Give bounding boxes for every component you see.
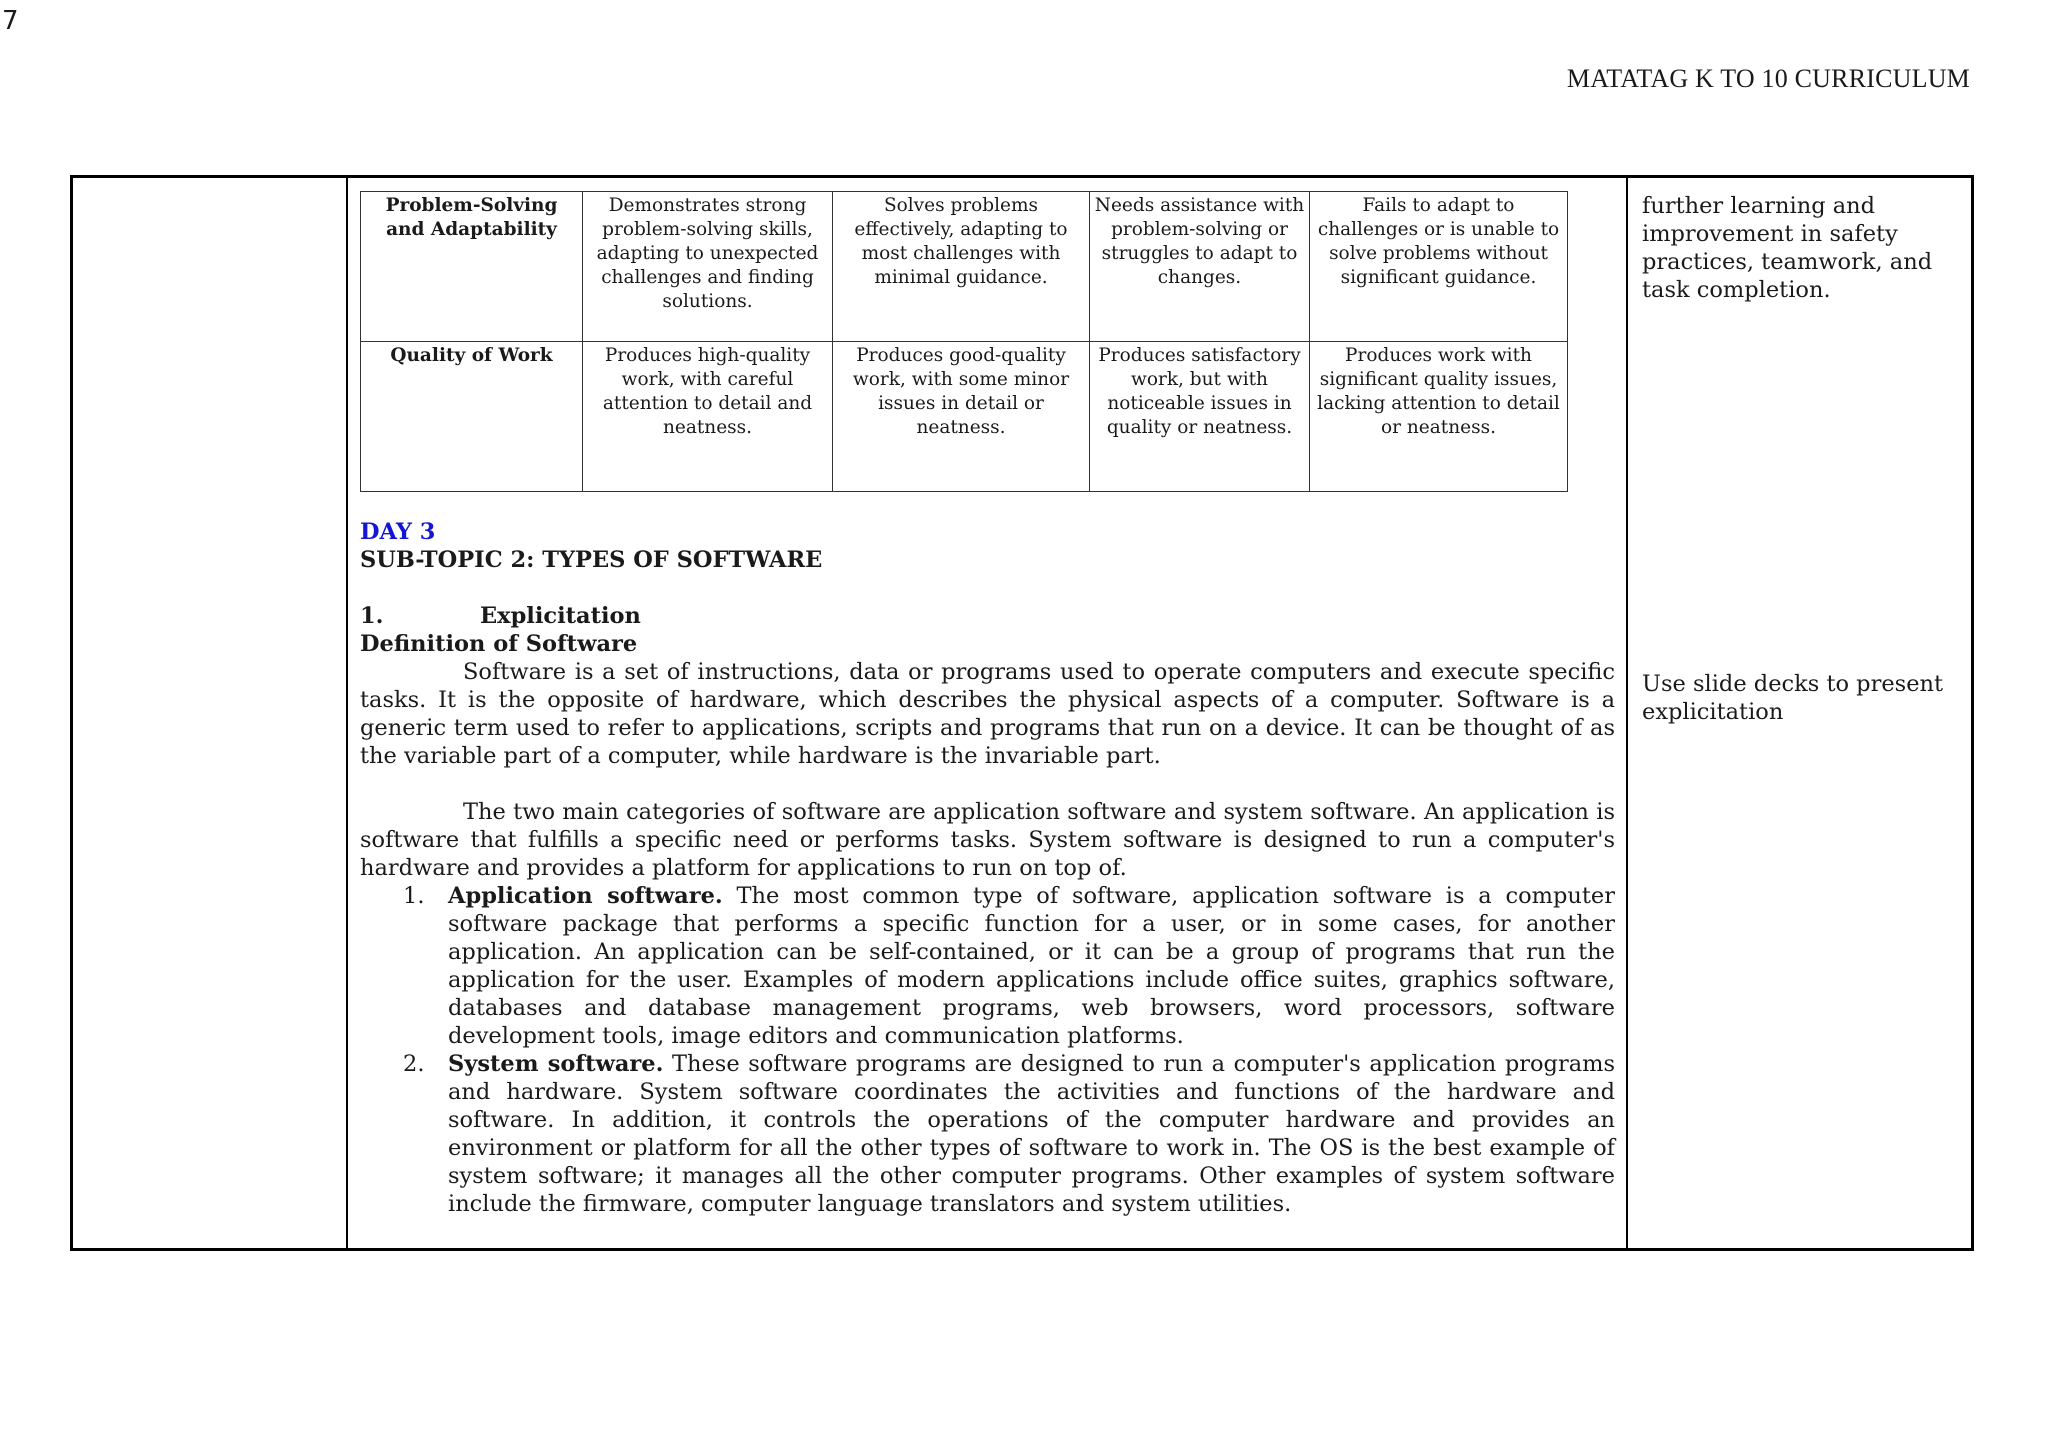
day-label: DAY 3 xyxy=(360,519,436,545)
remarks-column xyxy=(1626,178,1971,1248)
remarks-note: further learning and improvement in safety practices, teamwork, and task completion. xyxy=(1642,193,1933,303)
rubric-cell: Produces high-quality work, with careful attention to detail and neatness. xyxy=(583,342,833,492)
explicitation-heading xyxy=(360,602,1615,630)
rubric-cell: Needs assistance with problem-solving or struggles to adapt to changes. xyxy=(1090,192,1310,342)
list-number: 1. xyxy=(403,883,425,909)
subtopic-heading: SUB-TOPIC 2: TYPES OF SOFTWARE xyxy=(360,547,823,573)
definition-heading: Definition of Software xyxy=(360,631,638,657)
page-number: 7 xyxy=(2,6,19,36)
left-column xyxy=(73,178,348,1248)
lesson-plan-table xyxy=(70,175,1974,1251)
explicitation-title: Explicitation xyxy=(480,603,641,629)
rubric-cell: Produces satisfactory work, but with noticeable issues in quality or neatness. xyxy=(1090,342,1310,492)
lesson-body xyxy=(360,518,1615,1218)
explicitation-number: 1. xyxy=(360,603,384,629)
rubric-cell: Produces good-quality work, with some minor issues in detail or neatness. xyxy=(833,342,1090,492)
remarks-note: Use slide decks to present explicitation xyxy=(1642,671,1944,725)
list-item xyxy=(360,1050,1615,1218)
list-term: Application software. xyxy=(448,883,723,909)
rubric-cell: Demonstrates strong problem-solving skills, adapting to unexpected challenges and finding solutions. xyxy=(583,192,833,342)
list-item xyxy=(360,882,1615,1050)
content-column xyxy=(360,178,1615,1248)
rubric-table xyxy=(360,191,1568,492)
rubric-cell: Produces work with significant quality issues, lacking attention to detail or neatness. xyxy=(1310,342,1568,492)
rubric-cell: Fails to adapt to challenges or is unable to solve problems without significant guidance. xyxy=(1310,192,1568,342)
list-number: 2. xyxy=(403,1051,425,1077)
list-term: System software. xyxy=(448,1051,664,1077)
list-text: The most common type of software, application software is a computer software package that performs a specific function for a user, or in some cases, for another application. An application can be self-contained, or it can be a group of programs that run the application for the user. Examples of modern applications include office suites, graphics software, databases and database management programs, web browsers, word processors, software development tools, image editors and communication platforms. xyxy=(448,883,1615,1049)
categories-paragraph: The two main categories of software are application software and system software. An application is software that fulfills a specific need or performs tasks. System software is designed to run a computer's hardware and provides a platform for applications to run on top of. xyxy=(360,799,1615,881)
rubric-row xyxy=(361,342,1568,492)
rubric-criterion: Quality of Work xyxy=(361,342,583,492)
rubric-cell: Solves problems effectively, adapting to most challenges with minimal guidance. xyxy=(833,192,1090,342)
rubric-criterion: Problem-Solving and Adaptability xyxy=(361,192,583,342)
list-text: These software programs are designed to run a computer's application programs and hardware. System software coordinates the activities and functions of the hardware and software. In addition, it controls the operations of the computer hardware and provides an environment or platform for all the other types of software to work in. The OS is the best example of system software; it manages all the other computer programs. Other examples of system software include the firmware, computer language translators and system utilities. xyxy=(448,1051,1615,1217)
curriculum-header: MATATAG K TO 10 CURRICULUM xyxy=(1566,64,1970,93)
rubric-row xyxy=(361,192,1568,342)
definition-paragraph: Software is a set of instructions, data or programs used to operate computers and execute specific tasks. It is the opposite of hardware, which describes the physical aspects of a computer. Software is a generic term used to refer to applications, scripts and programs that run on a device. It can be thought of as the variable part of a computer, while hardware is the invariable part. xyxy=(360,659,1615,769)
